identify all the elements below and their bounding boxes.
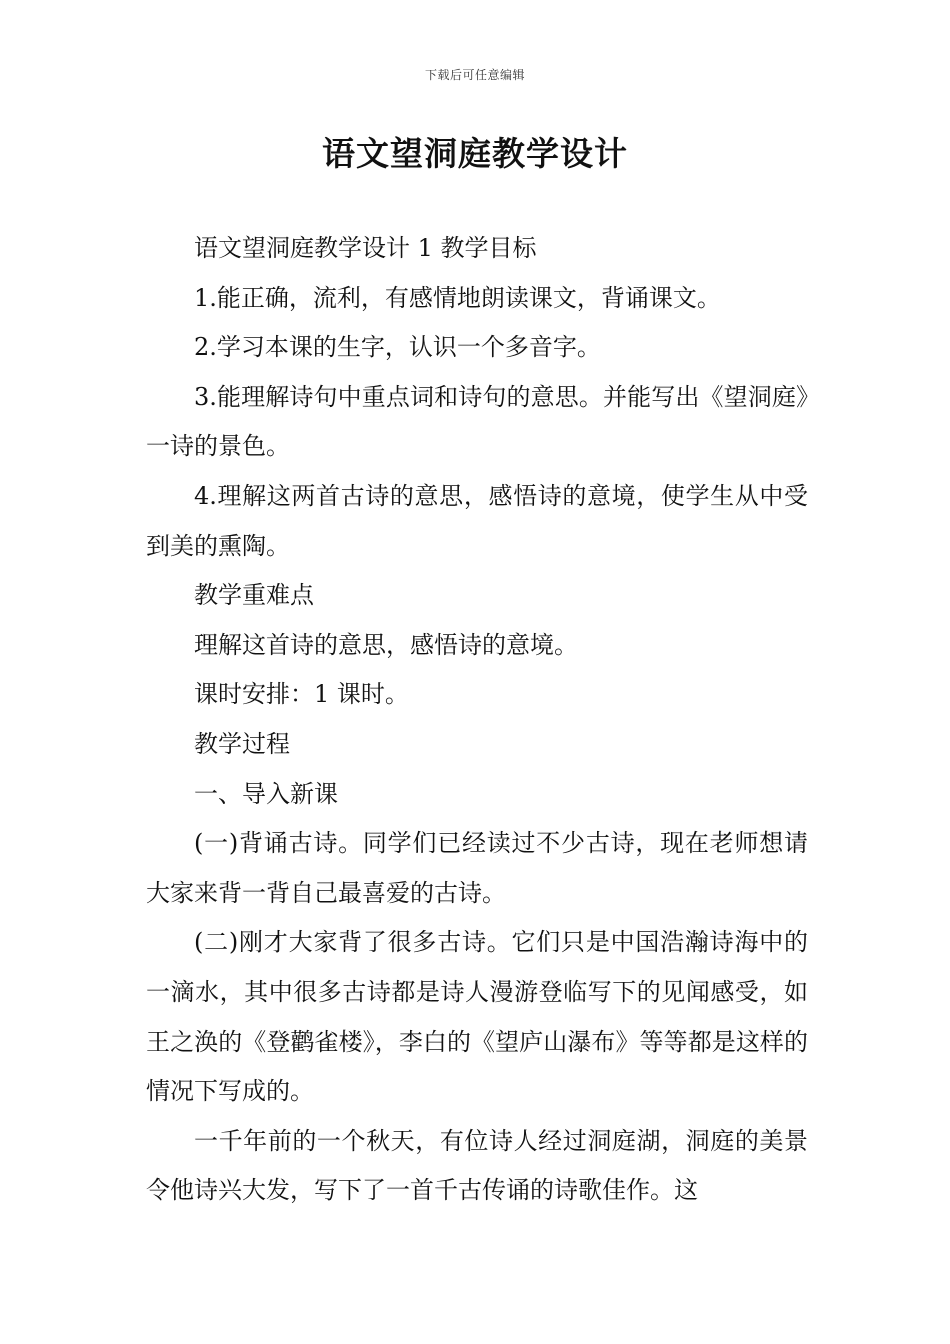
paragraph-objective-1: 1.能正确，流利，有感情地朗读课文，背诵课文。 [194,283,721,312]
paragraph-step-2: (二)刚才大家背了很多古诗。它们只是中国浩瀚诗海中的一滴水，其中很多古诗都是诗人漫游登临写下的见闻感受，如王之涣的《登鹳雀楼》，李白的《望庐山瀑布》等等都是这样的情况下写成的。 [146,928,808,1106]
document-body [146,224,808,1216]
document-title: 语文望洞庭教学设计 [322,134,628,173]
paragraph-objective-2: 2.学习本课的生字，认识一个多音字。 [194,333,601,362]
paragraph-objective-4: 4.理解这两首古诗的意思，感悟诗的意境，使学生从中受到美的熏陶。 [146,481,808,560]
paragraph-heading-key-points: 教学重难点 [194,581,314,610]
paragraph-section-intro: 一、导入新课 [194,779,338,808]
paragraph-schedule: 课时安排：1 课时。 [194,680,409,709]
header-note: 下载后可任意编辑 [424,68,525,82]
paragraph-objective-3: 3.能理解诗句中重点词和诗句的意思。并能写出《望洞庭》一诗的景色。 [146,382,808,461]
paragraph-key-points: 理解这首诗的意思，感悟诗的意境。 [194,630,578,659]
paragraph-step-1: (一)背诵古诗。同学们已经读过不少古诗，现在老师想请大家来背一背自己最喜爱的古诗。 [146,829,808,907]
paragraph-story: 一千年前的一个秋天，有位诗人经过洞庭湖，洞庭的美景令他诗兴大发，写下了一首千古传诵的诗歌佳作。这 [146,1126,808,1205]
paragraph-heading-process: 教学过程 [194,729,290,758]
paragraph-heading-objectives: 语文望洞庭教学设计 1 教学目标 [194,234,537,262]
